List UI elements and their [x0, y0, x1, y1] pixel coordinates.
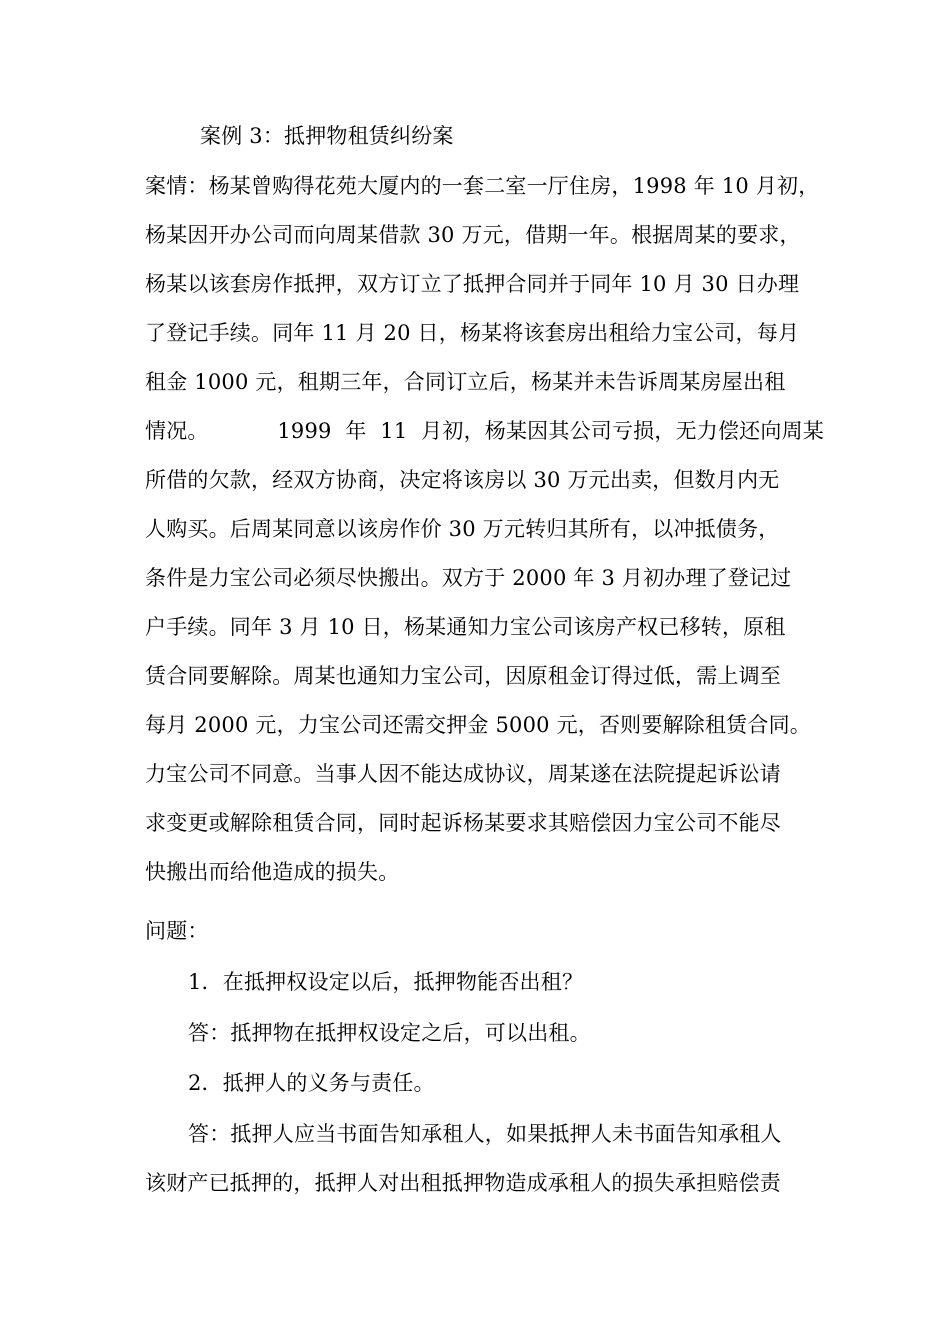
- questions-heading: 问题：: [145, 919, 209, 943]
- case-title: 案例 3：抵押物租赁纠纷案: [200, 124, 454, 148]
- question-1: 1．在抵押权设定以后，抵押物能否出租？: [188, 970, 584, 994]
- case-line-10: 户手续。同年 3 月 10 日，杨某通知力宝公司该房产权已移转，原租: [145, 615, 786, 639]
- case-line-14: 求变更或解除租赁合同，同时起诉杨某要求其赔偿因力宝公司不能尽: [145, 811, 781, 835]
- answer-1: 答：抵押物在抵押权设定之后，可以出租。: [188, 1021, 591, 1045]
- answer-2-line-1: 答：抵押人应当书面告知承租人，如果抵押人未书面告知承租人: [188, 1122, 782, 1146]
- case-line-6: 情况。 1999 年 11 月初，杨某因其公司亏损，无力偿还向周某: [145, 419, 824, 443]
- answer-2-line-2: 该财产已抵押的，抵押人对出租抵押物造成承租人的损失承担赔偿责: [145, 1171, 781, 1195]
- case-line-1: [145, 171, 819, 201]
- case-line-15: 快搬出而给他造成的损失。: [145, 860, 400, 884]
- case-line-13: 力宝公司不同意。当事人因不能达成协议，周某遂在法院提起诉讼请: [145, 762, 781, 786]
- case-line-8: 人购买。后周某同意以该房作价 30 万元转归其所有，以冲抵债务，: [145, 517, 780, 541]
- case-label: 案情：: [145, 174, 209, 198]
- case-line-2: 杨某因开办公司而向周某借款 30 万元，借期一年。根据周某的要求，: [145, 223, 801, 247]
- case-line-7: 所借的欠款，经双方协商，决定将该房以 30 万元出卖，但数月内无: [145, 468, 780, 492]
- case-line-9: 条件是力宝公司必须尽快搬出。双方于 2000 年 3 月初办理了登记过: [145, 566, 792, 590]
- case-line-11: 赁合同要解除。周某也通知力宝公司，因原租金订得过低，需上调至: [145, 664, 781, 688]
- case-line-12: 每月 2000 元，力宝公司还需交押金 5000 元，否则要解除租赁合同。: [145, 713, 811, 737]
- case-line-5: 租金 1000 元，租期三年，合同订立后，杨某并未告诉周某房屋出租: [145, 370, 786, 394]
- case-line-3: 杨某以该套房作抵押，双方订立了抵押合同并于同年 10 月 30 日办理: [145, 272, 800, 296]
- question-2: 2．抵押人的义务与责任。: [188, 1071, 435, 1095]
- case-line-4: 了登记手续。同年 11 月 20 日，杨某将该套房出租给力宝公司，每月: [145, 321, 800, 345]
- case-text-1: 杨某曾购得花苑大厦内的一套二室一厅住房，1998 年 10 月初，: [208, 174, 820, 198]
